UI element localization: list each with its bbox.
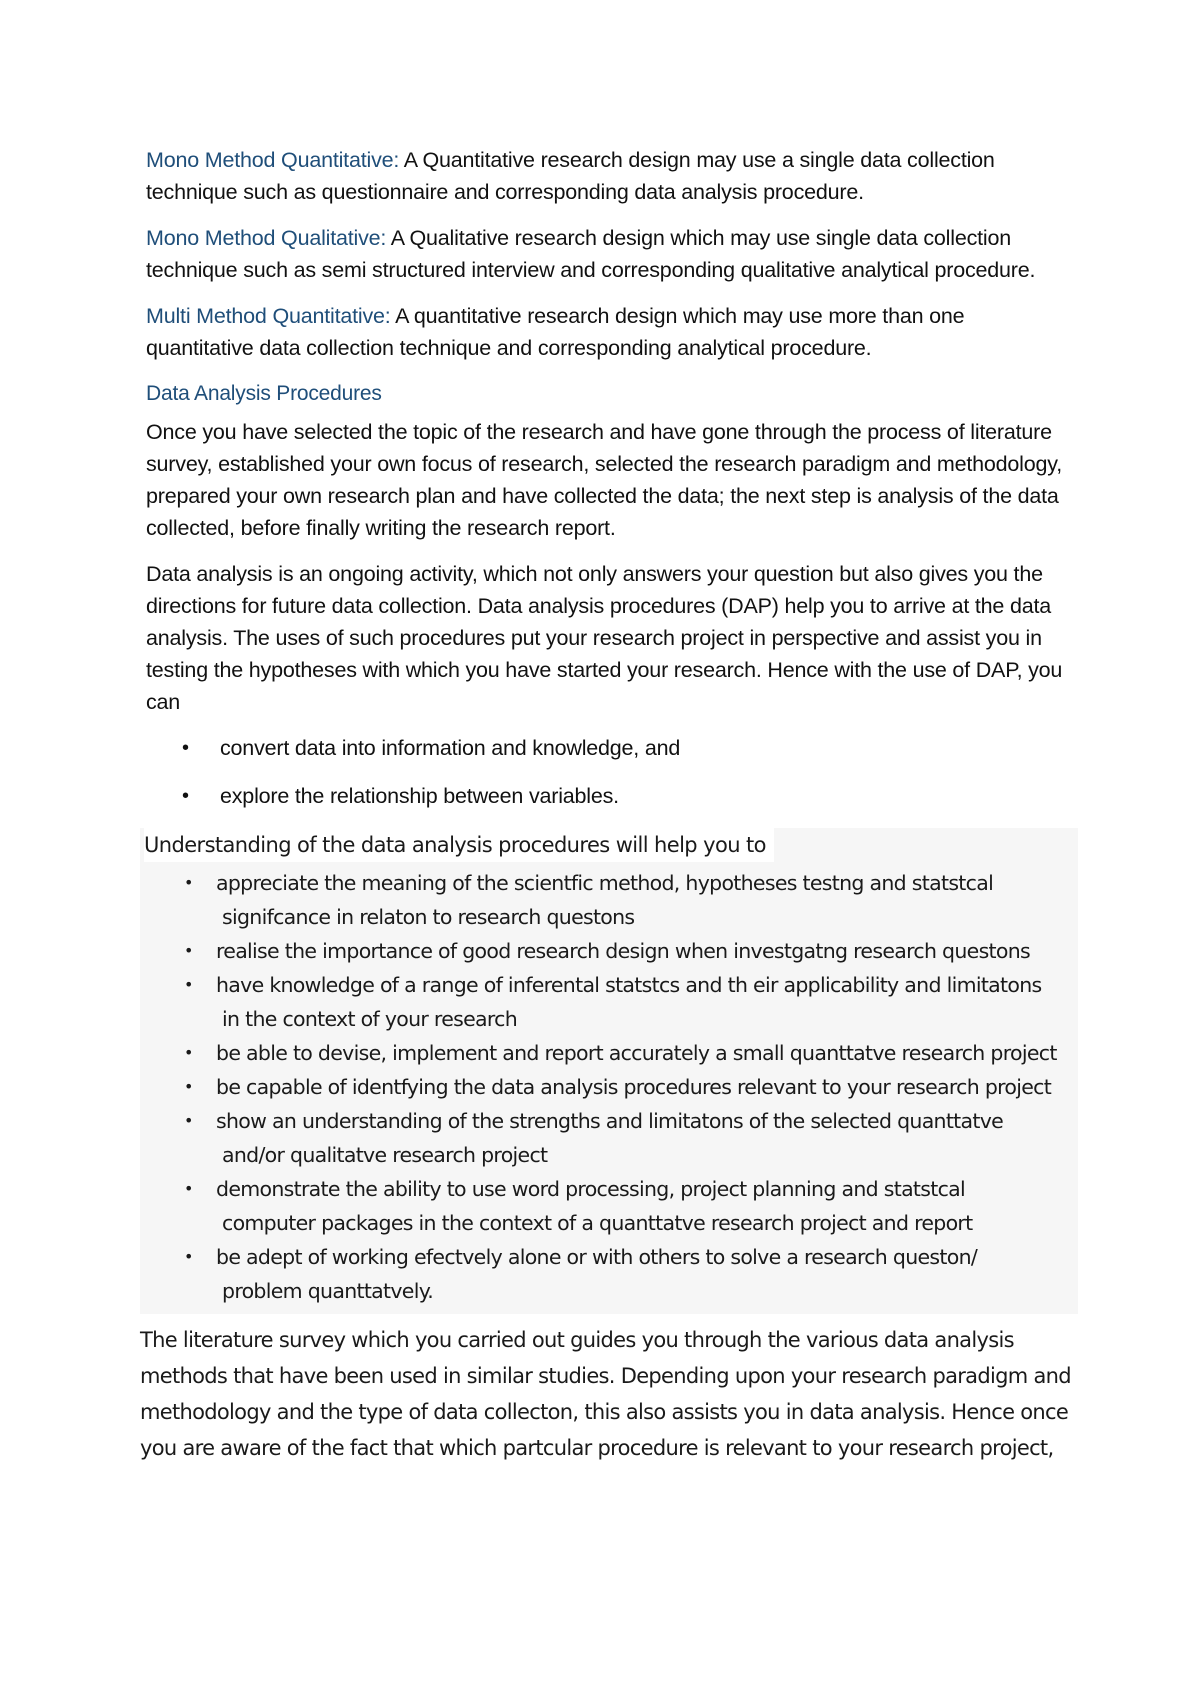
scanned-excerpt xyxy=(140,828,1078,1314)
bullet-icon: • xyxy=(182,785,189,807)
list-item-text: realise the importance of good research design when investgatng research questons xyxy=(216,939,1030,963)
list-item-text: be capable of identfying the data analysis procedures relevant to your research project xyxy=(216,1075,1052,1099)
list-item xyxy=(144,934,1074,968)
bullet-icon: • xyxy=(184,873,193,892)
bullet-icon: • xyxy=(184,941,193,960)
definition-term: Multi Method Quantitative: xyxy=(146,304,391,328)
list-item xyxy=(144,1104,1074,1172)
closing-paragraph: The literature survey which you carried out guides you through the various data analysis methods that have been used in similar studies. Depending upon your research paradigm and methodology and the type of data collecton, this also assists you in data analysis. Hence once you are aware of the fact that which partcular procedure is relevant to your research project, xyxy=(140,1328,1071,1460)
definition-mono-quantitative xyxy=(146,144,1076,208)
section-heading: Data Analysis Procedures xyxy=(146,382,382,405)
bullet-icon: • xyxy=(184,1179,193,1198)
bullet-icon: • xyxy=(184,1111,193,1130)
list-item-text: convert data into information and knowledge, and xyxy=(220,736,681,760)
list-item-text: be adept of working efectvely alone or with others to solve a research queston/ xyxy=(216,1245,978,1269)
outcomes-intro: Understanding of the data analysis procedures will help you to xyxy=(144,828,774,862)
bullet-icon: • xyxy=(182,737,189,759)
definition-mono-qualitative xyxy=(146,222,1076,286)
list-item-text: be able to devise, implement and report accurately a small quanttatve research project xyxy=(216,1041,1057,1065)
list-item-continuation: problem quanttatvely. xyxy=(222,1279,434,1303)
section-paragraph-1: Once you have selected the topic of the research and have gone through the process of literature survey, established your own focus of research, selected the research paradigm and methodology, prepared your own research plan and have collected the data; the next step is analysis of the data collected, before finally writing the research report. xyxy=(146,420,1062,540)
list-item-text: appreciate the meaning of the scientfic method, hypotheses testng and statstcal xyxy=(216,871,994,895)
list-item xyxy=(144,1240,1074,1308)
definition-term: Mono Method Qualitative: xyxy=(146,226,387,250)
bullet-icon: • xyxy=(184,1247,193,1266)
list-item xyxy=(144,968,1074,1036)
definition-text: A Quantitative research design may use a single data collection technique such as questionnaire and corresponding data analysis procedure. xyxy=(146,148,995,204)
list-item-continuation: in the context of your research xyxy=(222,1007,518,1031)
list-item-continuation: and/or qualitatve research project xyxy=(222,1143,548,1167)
list-item xyxy=(146,780,1076,812)
definition-term: Mono Method Quantitative: xyxy=(146,148,400,172)
list-item-text: demonstrate the ability to use word processing, project planning and statstcal xyxy=(216,1177,966,1201)
outcomes-list xyxy=(144,866,1074,1308)
list-item-continuation: signifcance in relaton to research questons xyxy=(222,905,635,929)
definition-text: A quantitative research design which may use more than one quantitative data collection technique and corresponding analytical procedure. xyxy=(146,304,965,360)
list-item-continuation: computer packages in the context of a quanttatve research project and report xyxy=(222,1211,973,1235)
list-item-text: show an understanding of the strengths and limitatons of the selected quanttatve xyxy=(216,1109,1004,1133)
document-page xyxy=(140,144,1076,1466)
definition-multi-quantitative xyxy=(146,300,1076,364)
list-item-text: have knowledge of a range of inferental statstcs and th eir applicability and limitatons xyxy=(216,973,1042,997)
list-item xyxy=(146,732,1076,764)
list-item xyxy=(144,1172,1074,1240)
list-item xyxy=(144,1070,1074,1104)
section-paragraph-2: Data analysis is an ongoing activity, which not only answers your question but also gives you the directions for future data collection. Data analysis procedures (DAP) help you to arrive at the data analysis. The uses of such procedures put your research project in perspective and assist you in testing the hypotheses with which you have started your research. Hence with the use of DAP, you can xyxy=(146,562,1063,714)
bullet-icon: • xyxy=(184,1077,193,1096)
dap-list xyxy=(146,732,1076,812)
list-item-text: explore the relationship between variables. xyxy=(220,784,619,808)
bullet-icon: • xyxy=(184,975,193,994)
list-item xyxy=(144,866,1074,934)
bullet-icon: • xyxy=(184,1043,193,1062)
definition-text: A Qualitative research design which may use single data collection technique such as semi structured interview and corresponding qualitative analytical procedure. xyxy=(146,226,1036,282)
list-item xyxy=(144,1036,1074,1070)
